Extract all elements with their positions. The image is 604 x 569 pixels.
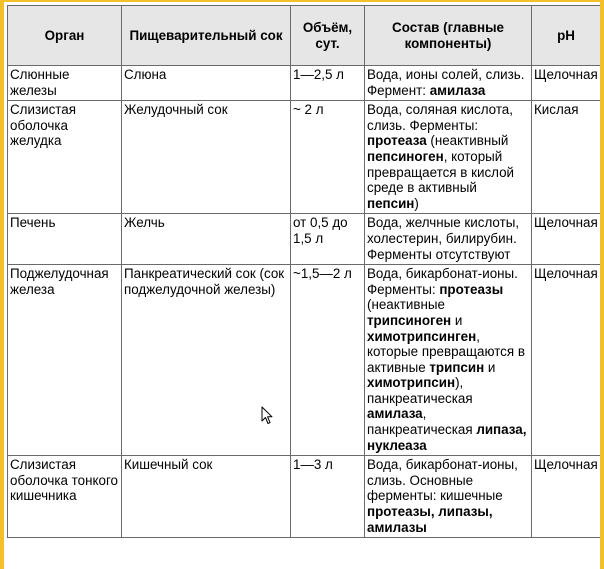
cell-juice: Желудочный сок [122,101,291,214]
cell-volume: от 0,5 до 1,5 л [291,214,365,265]
cell-ph: Кислая [532,101,601,214]
cell-ph: Щелочная [532,456,601,538]
table-row [8,101,601,214]
document-page [4,2,600,569]
cell-ph: Щелочная [532,214,601,265]
cell-volume: 1—2,5 л [291,66,365,101]
header-organ: Орган [8,6,122,66]
cell-composition: Вода, бикарбонат-ионы, слизь. Основные ферменты: кишечные протеазы, липазы, амилазы [365,456,532,538]
cell-volume: 1—3 л [291,456,365,538]
table-row [8,265,601,456]
cell-volume: ~1,5—2 л [291,265,365,456]
table-row [8,456,601,538]
header-ph: pH [532,6,601,66]
cell-organ: Поджелудочная железа [8,265,122,456]
cell-composition: Вода, соляная кислота, слизь. Ферменты: протеаза (неактивный пепсиноген, который превращается в кислой среде в активный пепсин) [365,101,532,214]
cell-juice: Желчь [122,214,291,265]
table-header-row [8,6,601,66]
cell-volume: ~ 2 л [291,101,365,214]
header-juice: Пищеварительный сок [122,6,291,66]
cell-organ: Слюнные железы [8,66,122,101]
table-row [8,66,601,101]
digestive-juices-table [7,5,600,538]
header-composition: Состав (главные компоненты) [365,6,532,66]
cell-organ: Слизистая оболочка желудка [8,101,122,214]
mouse-cursor-icon [261,406,273,425]
table-row [8,214,601,265]
cell-composition: Вода, желчные кислоты, холестерин, билирубин. Ферменты отсутствуют [365,214,532,265]
cell-juice: Панкреатический сок (сок поджелудочной железы) [122,265,291,456]
cell-juice: Кишечный сок [122,456,291,538]
cell-ph: Щелочная [532,265,601,456]
cell-ph: Щелочная [532,66,601,101]
cell-organ: Слизистая оболочка тонкого кишечника [8,456,122,538]
cell-composition: Вода, ионы солей, слизь. Фермент: амилаза [365,66,532,101]
cell-juice: Слюна [122,66,291,101]
cell-composition: Вода, бикарбонат-ионы. Ферменты: протеазы (неактивные трипсиноген и химотрипсинген, которые превращаются в активные трипсин и химотрипсин), панкреатическая амилаза, панкреатическая липаза, нуклеаза [365,265,532,456]
header-volume: Объём, сут. [291,6,365,66]
cell-organ: Печень [8,214,122,265]
